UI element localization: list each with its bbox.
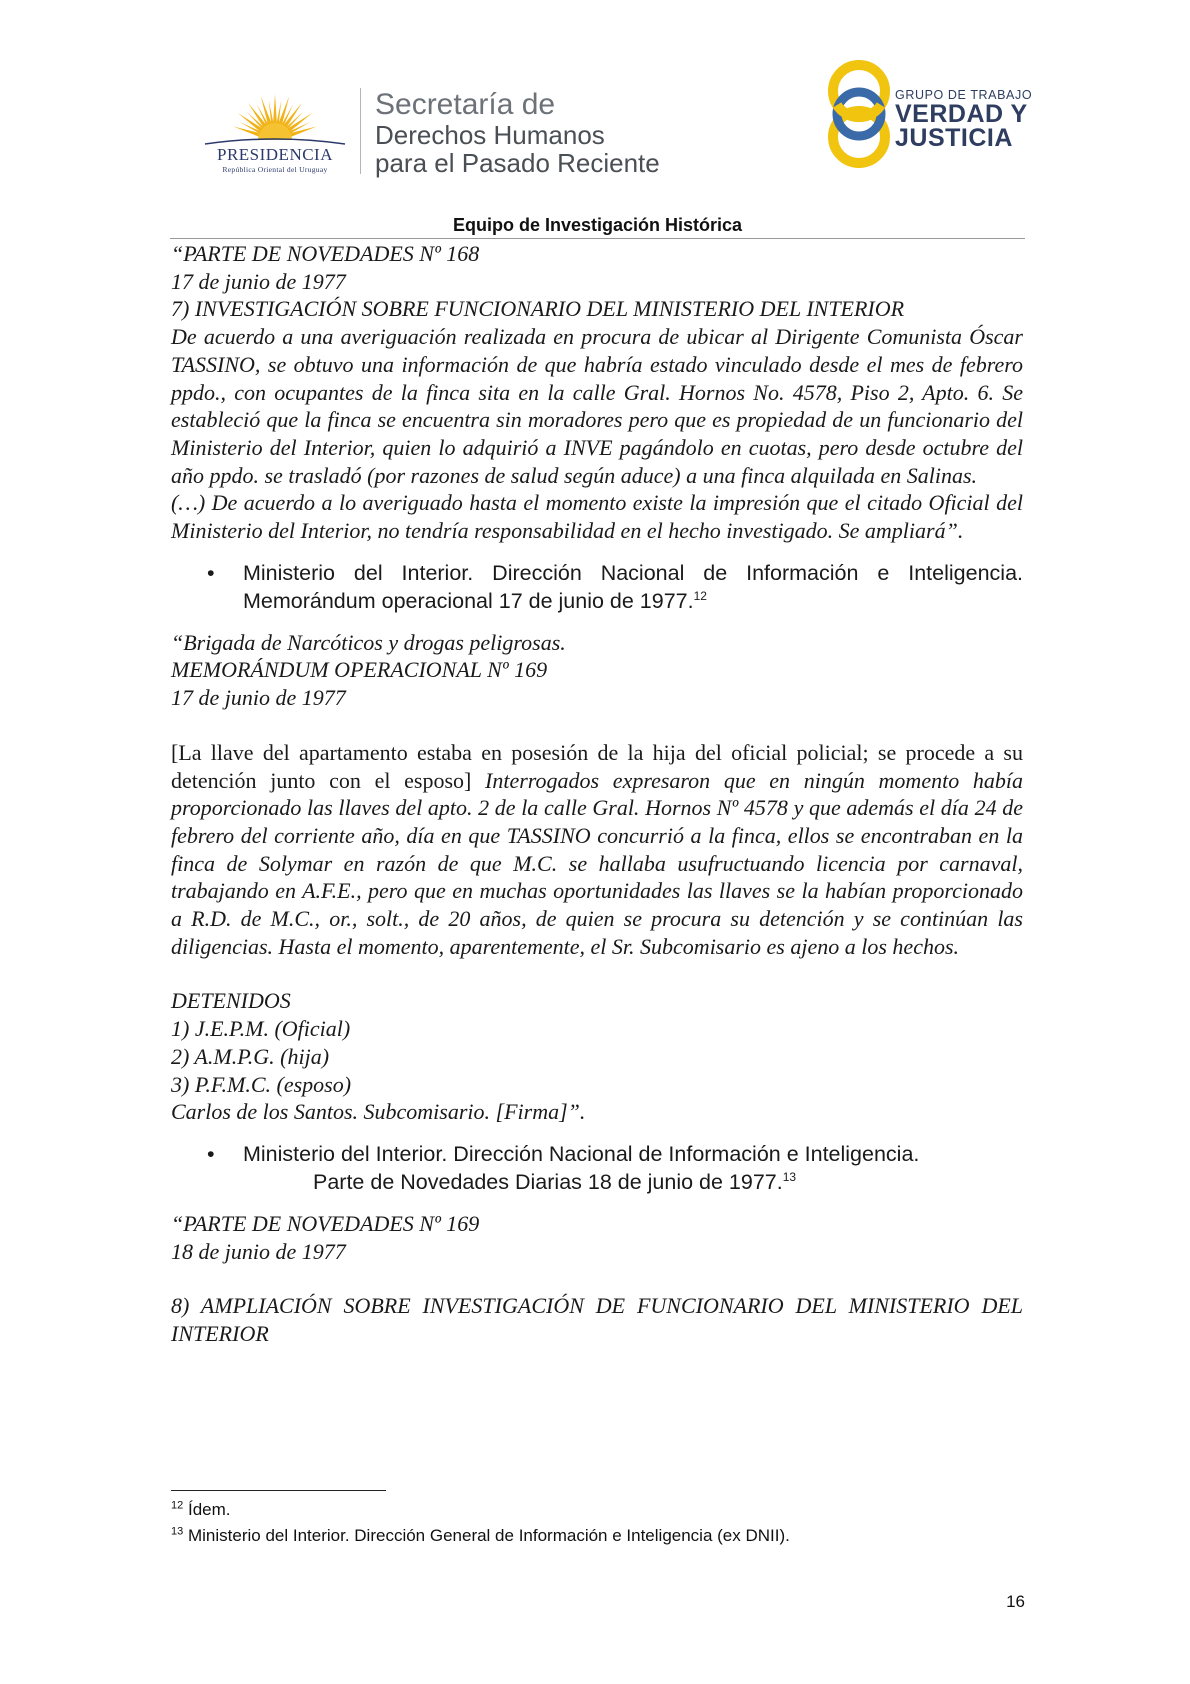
footnote-ref-12[interactable]: 12 (693, 588, 707, 603)
presidencia-subtitle: República Oriental del Uruguay (222, 165, 328, 174)
block1-line1: “PARTE DE NOVEDADES Nº 168 (171, 241, 480, 266)
footnote-text: Ministerio del Interior. Dirección General de Información e Inteligencia (ex DNII). (187, 1526, 790, 1545)
header-rule (170, 238, 1025, 239)
header-divider (360, 88, 361, 174)
footnote-number: 13 (171, 1525, 184, 1538)
bullet-dot: • (207, 560, 215, 585)
footnote-text: Ídem. (187, 1500, 231, 1519)
block3-line1: “PARTE DE NOVEDADES Nº 169 (171, 1210, 480, 1236)
block1-paragraph2: (…) De acuerdo a lo averiguado hasta el momento existe la impresión que el citado Oficial del Ministerio del Interior, no tendría responsabilidad en el hecho investigado. Se ampliará”. (171, 490, 1023, 544)
detenido-2: 2) A.M.P.G. (hija) (171, 1043, 330, 1069)
signature-line: Carlos de los Santos. Subcomisario. [Firma]”. (171, 1099, 586, 1125)
block3-line2: 18 de junio de 1977 (171, 1238, 346, 1264)
footnote-separator (171, 1490, 386, 1491)
block2-italic-text: Interrogados expresaron que en ningún momento había proporcionado las llaves del apto. 2 de la calle Gral. Hornos Nº 4578 y que además el día 24 de febrero del corriente año, día en que TASSINO concurrió a la finca, ellos se encontraban en la finca de Solymar en razón de que M.C. se hallaba usufructuando licencia por carnaval, trabajando en A.F.E., pero que en muchas oportunidades las llaves se la habían proporcionado a R.D. de M.C., or., solt., de 20 años, de quien se procura su detención y se continúan las diligencias. Hasta el momento, aparentemente, el Sr. Subcomisario es ajeno a los hechos. (171, 767, 1023, 959)
footnote-ref-13[interactable]: 13 (782, 1169, 797, 1184)
gt-line-2: VERDAD Y (895, 100, 1028, 128)
footnotes (171, 1497, 1023, 1549)
presidencia-title: PRESIDENCIA (216, 145, 333, 164)
footnote-number: 12 (171, 1499, 184, 1512)
secretaria-line-2: Derechos Humanos (375, 120, 605, 150)
bullet-item-1 (171, 559, 1023, 615)
document-body (171, 240, 1023, 1348)
secretaria-line-3: para el Pasado Reciente (375, 148, 660, 178)
bullet2-line1: Ministerio del Interior. Dirección Nacional de Información e Inteligencia. (243, 1141, 920, 1166)
detenido-3: 3) P.F.M.C. (esposo) (171, 1071, 352, 1097)
gt-line-1: GRUPO DE TRABAJO (895, 88, 1033, 102)
secretaria-line-1: Secretaría de (375, 88, 556, 121)
bullet2-line2: Parte de Novedades Diarias 18 de junio de 1977. (313, 1169, 783, 1194)
bullet-item-2 (171, 1140, 1023, 1196)
footnote-13 (171, 1523, 1023, 1549)
page-number: 16 (1006, 1592, 1025, 1611)
block2-line2: MEMORÁNDUM OPERACIONAL Nº 169 (171, 657, 548, 683)
bullet1-text: Ministerio del Interior. Dirección Nacional de Información e Inteligencia. Memorándum operacional 17 de junio de 1977. (243, 560, 1023, 613)
gt-line-3: JUSTICIA (895, 124, 1013, 152)
team-title: Equipo de Investigación Histórica (452, 215, 743, 235)
bullet-dot: • (207, 1141, 215, 1166)
block1-line2: 17 de junio de 1977 (171, 268, 346, 294)
footnote-12 (171, 1497, 1023, 1523)
block2-roman-text: [La llave del apartamento estaba en posesión de la hija del oficial policial; se procede a su detención junto con el esposo] (171, 739, 1023, 793)
detenido-1: 1) J.E.P.M. (Oficial) (171, 1016, 351, 1042)
detenidos-heading: DETENIDOS (171, 988, 291, 1014)
block1-line3: 7) INVESTIGACIÓN SOBRE FUNCIONARIO DEL MINISTERIO DEL INTERIOR (171, 296, 905, 322)
block2-line3: 17 de junio de 1977 (171, 685, 346, 711)
block1-paragraph1: De acuerdo a una averiguación realizada en procura de ubicar al Dirigente Comunista Óscar TASSINO, se obtuvo una información de que habría estado vinculado desde el mes de febrero ppdo., con ocupantes de la finca sita en la calle Gral. Hornos No. 4578, Piso 2, Apto. 6. Se estableció que la finca se encuentra sin moradores pero que es propiedad de un funcionario del Ministerio del Interior, quien lo adquirió a INVE pagándolo en cuotas, pero desde octubre del año ppdo. se trasladó (por razones de salud según aduce) a una finca alquilada en Salinas. (171, 324, 1023, 488)
block2-paragraph (171, 739, 1023, 961)
block2-line1: “Brigada de Narcóticos y drogas peligrosas. (171, 629, 566, 655)
page-header (0, 0, 1190, 235)
block3-paragraph: 8) AMPLIACIÓN SOBRE INVESTIGACIÓN DE FUNCIONARIO DEL MINISTERIO DEL INTERIOR (171, 1293, 1023, 1347)
